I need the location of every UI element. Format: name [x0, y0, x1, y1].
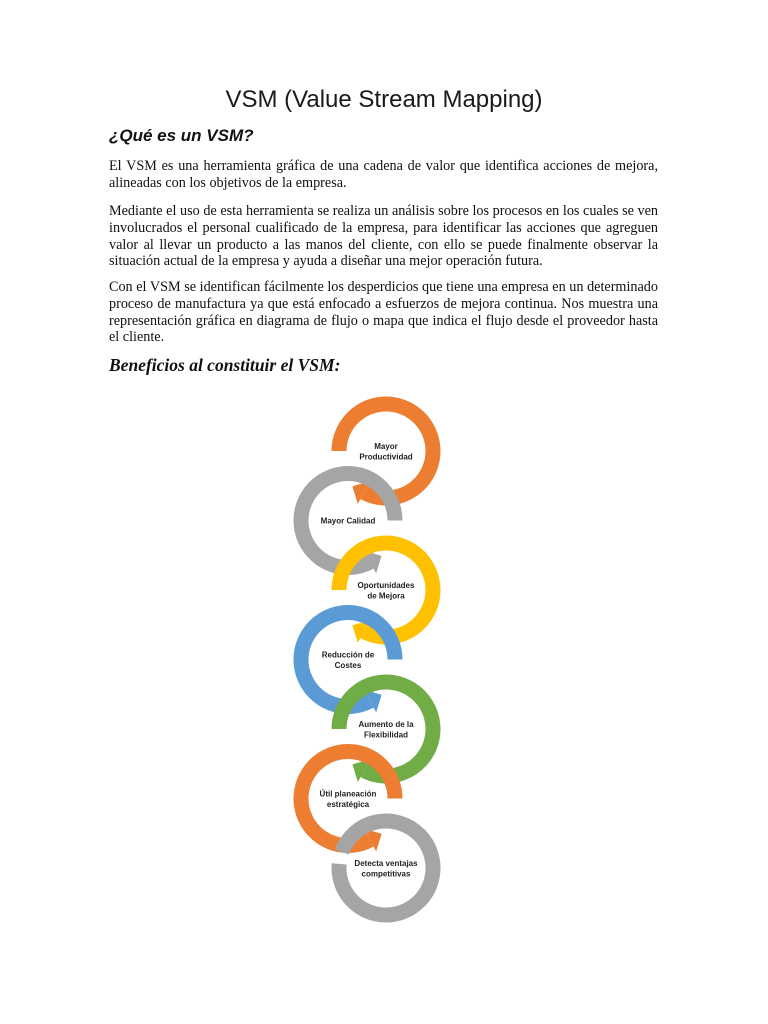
benefit-label: Detecta ventajas competitivas [354, 858, 418, 879]
benefits-diagram [270, 388, 470, 928]
benefit-label: Mayor Productividad [359, 441, 413, 462]
benefits-heading: Beneficios al constituir el VSM: [109, 355, 341, 375]
benefit-step-7 [339, 821, 433, 915]
benefit-label: Oportunidades de Mejora [357, 580, 415, 601]
benefit-label: Útil planeación estratégica [319, 789, 377, 809]
paragraph-waste: Con el VSM se identifican fácilmente los desperdicios que tiene una empresa en un determinado proceso de manufactura ya que está enfocado a esfuerzos de mejora continua. Nos muestra una representación gráfica en diagrama de flujo o mapa que indica el flujo desde el proveedor hasta el cliente. [109, 279, 658, 346]
section-heading: ¿Qué es un VSM? [109, 126, 254, 145]
page-title: VSM (Value Stream Mapping) [225, 86, 543, 113]
benefit-label: Aumento de la Flexibilidad [358, 719, 414, 740]
paragraph-analysis: Mediante el uso de esta herramienta se realiza un análisis sobre los procesos en los cuales se ven involucrados el personal cualificado de la empresa, para identificar las acciones que agreguen valor al llevar un producto a las manos del cliente, con ello se puede finalmente observar la situación actual de la empresa y ayuda a diseñar una mejor operación futura. [109, 203, 658, 270]
paragraph-definition: El VSM es una herramienta gráfica de una cadena de valor que identifica acciones de mejora, alineadas con los objetivos de la empresa. [109, 158, 658, 191]
ring-arc [339, 821, 433, 915]
benefit-label: Reducción de Costes [321, 650, 375, 670]
benefit-label: Mayor Calidad [320, 516, 376, 526]
